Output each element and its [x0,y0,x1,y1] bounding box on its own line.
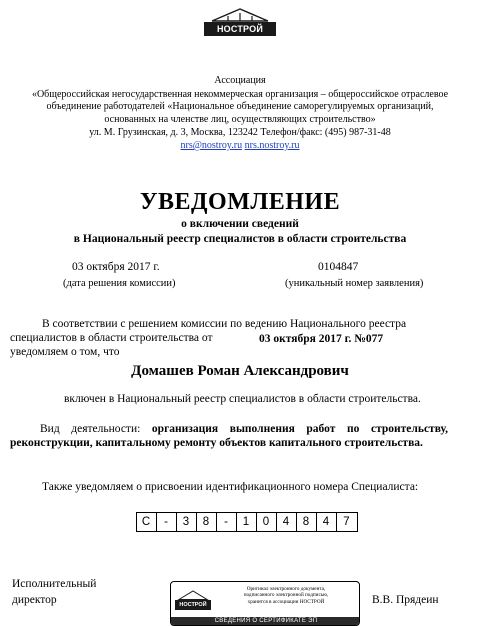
signer-position-line-1: Исполнительный [12,578,97,590]
association-label: Ассоциация [214,75,266,86]
id-char: 4 [277,513,297,531]
id-char: 1 [237,513,257,531]
id-char: - [157,513,177,531]
org-name-line-2: объединение работодателей «Национальное объединение саморегулируемых организаций, [46,101,434,112]
id-char: С [137,513,157,531]
id-char: 7 [343,516,351,528]
specialist-id-number [136,512,358,532]
signer-name: В.В. Прядеин [372,594,439,606]
subtitle-line-2: в Национальный реестр специалистов в области строительства [73,233,407,245]
cert-text-line-1: Оригинал электронного документа, [246,586,326,592]
id-char: - [217,513,237,531]
application-number: 0104847 [318,261,359,273]
cert-logo [175,590,211,616]
id-notice: Также уведомляем о присвоении идентификационного номера Специалиста: [42,481,419,493]
org-name-line-1: «Общероссийская негосударственная некоммерческая организация – общероссийское отраслевое [31,89,449,100]
id-char: 8 [197,513,217,531]
cert-logo-text: НОСТРОЙ [175,600,211,610]
email-link[interactable]: nrs@nostroy.ru [180,140,243,151]
e-signature-certificate-stamp[interactable] [170,581,360,626]
logo-roof-icon [204,8,276,22]
id-char: 0 [257,513,277,531]
contacts [0,139,480,152]
specialist-name: Домашев Роман Александрович [131,363,349,379]
id-char: 3 [177,513,197,531]
cert-info-bar[interactable]: СВЕДЕНИЯ О СЕРТИФИКАТЕ ЭП [171,617,360,625]
decision-date-caption: (дата решения комиссии) [63,278,176,289]
website-link[interactable]: nrs.nostroy.ru [244,140,300,151]
subtitle-line-1: о включении сведений [181,218,299,230]
activity-type [10,422,448,450]
decision-date: 03 октября 2017 г. [72,261,160,273]
org-address: ул. М. Грузинская, д. 3, Москва, 123242 Телефон/факс: (495) 987-31-48 [89,127,391,138]
application-number-caption: (уникальный номер заявления) [285,278,424,289]
activity-prefix: Вид деятельности: [40,423,141,435]
para1-line-1: В соответствии с решением комиссии по ведению Национального реестра [42,318,407,330]
id-char: 4 [317,513,337,531]
nostroy-logo [204,8,276,38]
signer-position-line-2: директор [12,594,57,606]
cert-text-line-3: хранится в ассоциации НОСТРОЙ [247,598,325,605]
para1-line-3: уведомляем о том, что [10,346,120,358]
logo-text: НОСТРОЙ [204,22,276,36]
id-char: 8 [297,513,317,531]
commission-decision-date: 03 октября 2017 г. №077 [259,333,384,345]
org-name-line-3: основанных на членстве лиц, осуществляющих строительство» [104,114,376,125]
activity-description: организация выполнения работ по строительству, реконструкции, капитальному ремонту объектов капитального строительства. [10,423,448,449]
document-title: УВЕДОМЛЕНИЕ [139,189,341,215]
cert-text [215,586,357,605]
cert-text-line-2: подписанного электронной подписью, [243,592,329,599]
inclusion-statement: включен в Национальный реестр специалистов в области строительства. [64,393,421,405]
para1-line-2: специалистов в области строительства от [10,332,213,344]
cert-logo-roof-icon [175,590,211,600]
